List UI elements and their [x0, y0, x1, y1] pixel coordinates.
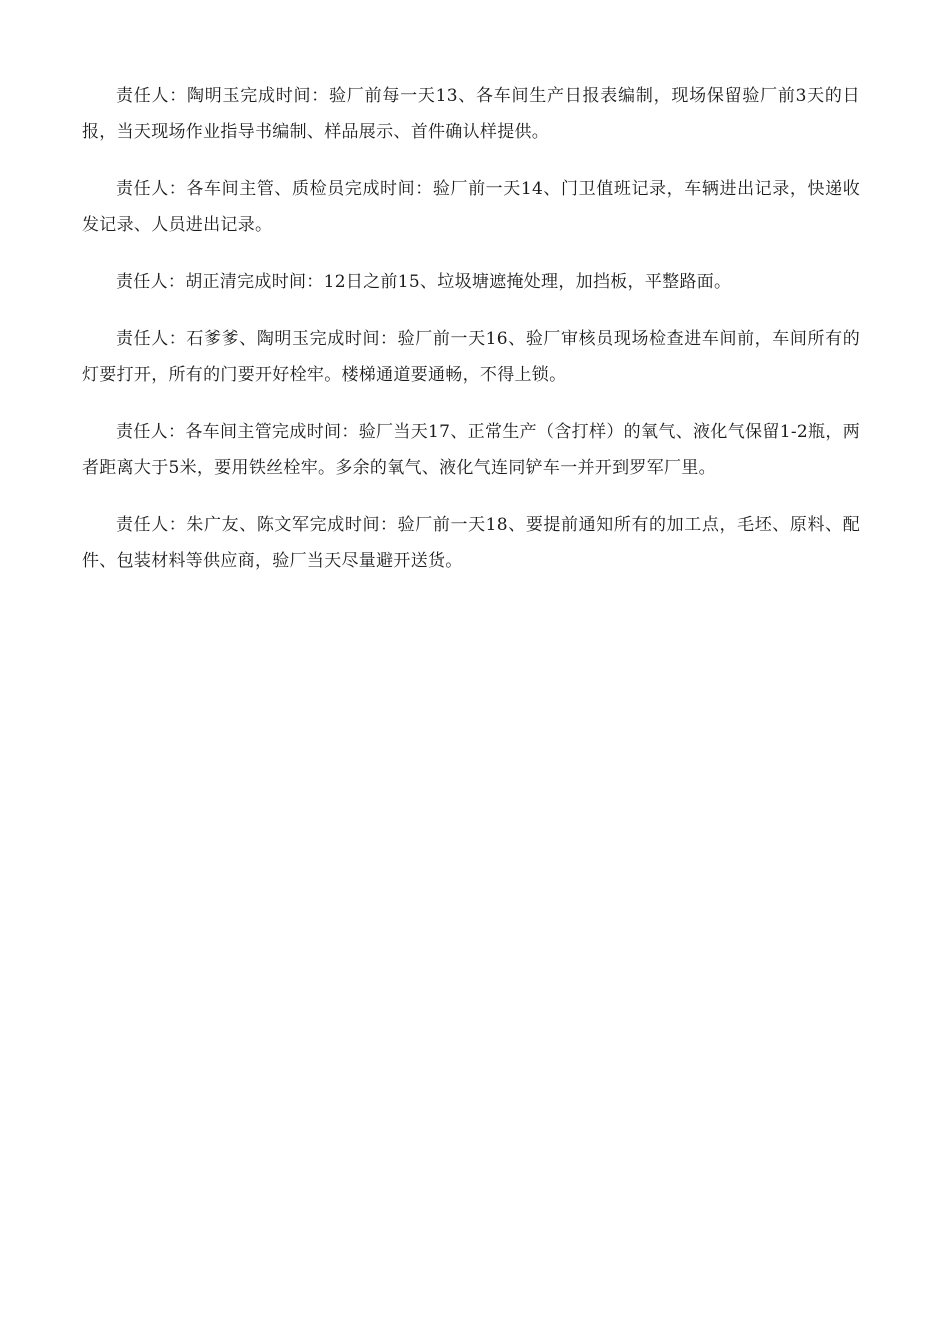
- paragraph-6: 责任人：朱广友、陈文军完成时间：验厂前一天18、要提前通知所有的加工点，毛坯、原料、配件、包装材料等供应商，验厂当天尽量避开送货。: [82, 515, 860, 571]
- paragraph-1: 责任人：陶明玉完成时间：验厂前每一天13、各车间生产日报表编制，现场保留验厂前3天的日报，当天现场作业指导书编制、样品展示、首件确认样提供。: [82, 86, 860, 142]
- document-body: [82, 78, 860, 600]
- paragraph-3: 责任人：胡正清完成时间：12日之前15、垃圾塘遮掩处理，加挡板，平整路面。: [116, 272, 732, 292]
- paragraph-4: 责任人：石爹爹、陶明玉完成时间：验厂前一天16、验厂审核员现场检查进车间前，车间所有的灯要打开，所有的门要开好栓牢。楼梯通道要通畅，不得上锁。: [82, 329, 860, 385]
- paragraph-2: 责任人：各车间主管、质检员完成时间：验厂前一天14、门卫值班记录，车辆进出记录，快递收发记录、人员进出记录。: [82, 179, 860, 235]
- paragraph-5: 责任人：各车间主管完成时间：验厂当天17、正常生产（含打样）的氧气、液化气保留1-2瓶，两者距离大于5米，要用铁丝栓牢。多余的氧气、液化气连同铲车一并开到罗军厂里。: [82, 422, 860, 478]
